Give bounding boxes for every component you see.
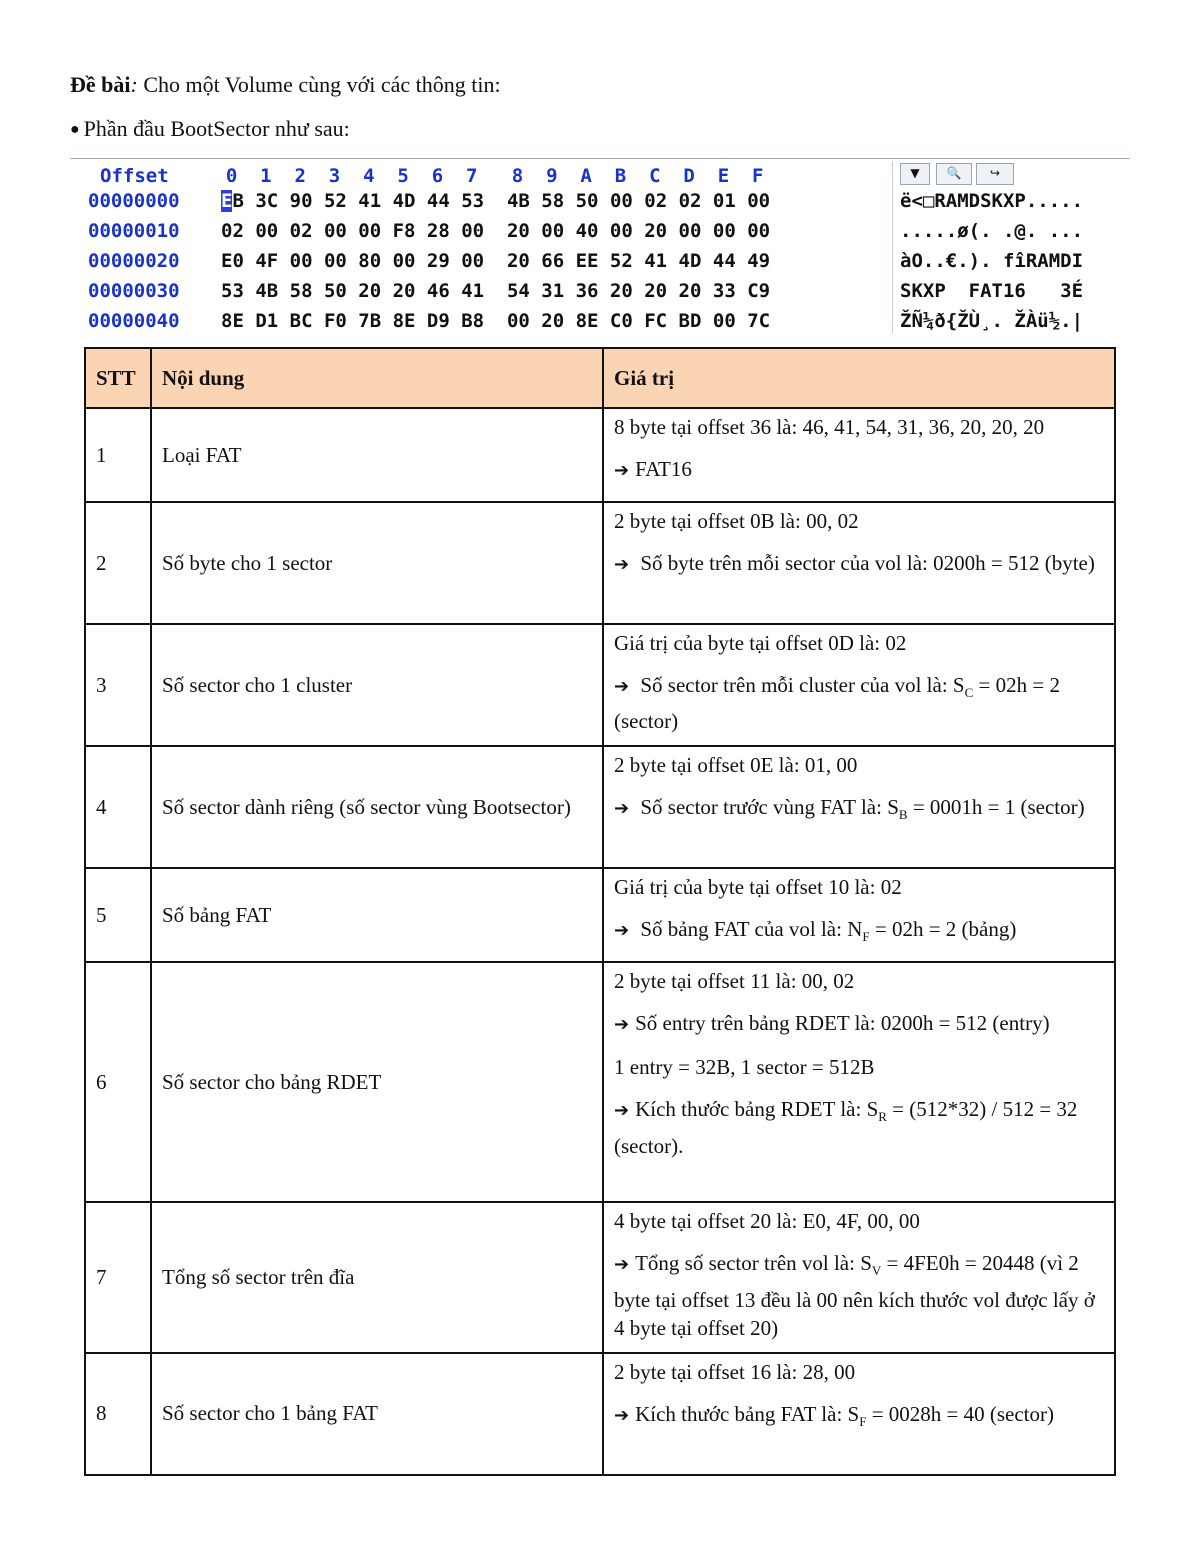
arrow-icon: ➔ [614,1254,630,1276]
hex-bytes: EB 3C 90 52 41 4D 44 53 4B 58 50 00 02 02 01 00 [221,190,771,212]
arrow-icon: ➔ [614,460,630,481]
table-row [85,962,1115,1202]
table-row [85,1353,1115,1475]
table-row [85,746,1115,868]
hex-ascii: .....ø(. .@. ... [900,220,1084,242]
cell-noi-dung: Tổng số sector trên đĩa [151,1202,603,1352]
cell-gia-tri: 4 byte tại offset 20 là: E0, 4F, 00, 00 ➔ Tổng số sector trên vol là: $S_V = 4FE0h = 20448$ (vì 2 byte tại offset 13 đều là 00 nên kích thước vol được lấy ở 4 byte tại offset 20) [603,1202,1115,1352]
table-row [85,624,1115,746]
header-gia-tri: Giá trị [603,348,1115,408]
arrow-icon: ➔ [614,554,630,575]
cell-stt: 8 [85,1353,151,1475]
cell-noi-dung: Số byte cho 1 sector [151,502,603,624]
dropdown-arrow-icon[interactable]: ▼ [900,163,930,185]
arrow-icon: ➔ [614,1404,630,1426]
table-header-row [85,348,1115,408]
table-row [85,868,1115,962]
header-noi-dung: Nội dung [151,348,603,408]
heading-colon: : [130,72,138,97]
hex-addr: 00000040 [88,310,180,332]
arrow-icon: ➔ [614,676,630,697]
cell-noi-dung: Số sector cho 1 bảng FAT [151,1353,603,1475]
problem-heading [70,72,501,98]
hex-ascii: ë<□RAMDSKXP..... [900,190,1084,212]
table-row [85,408,1115,502]
cell-noi-dung: Số sector cho 1 cluster [151,624,603,746]
cell-gia-tri: 2 byte tại offset 0E là: 01, 00 ➔ Số sector trước vùng FAT là: $S_B = 0001h = 1$ (sector) [603,746,1115,868]
heading-text: Cho một Volume cùng với các thông tin: [137,72,501,97]
cell-stt: 5 [85,868,151,962]
cell-stt: 2 [85,502,151,624]
cell-noi-dung: Số sector dành riêng (số sector vùng Bootsector) [151,746,603,868]
hex-viewer [70,158,1130,335]
hex-ascii: àO..€.). fîRAMDI [900,250,1084,272]
hex-bytes: E0 4F 00 00 80 00 29 00 20 66 EE 52 41 4D 44 49 [221,250,771,272]
arrow-icon: ➔ [614,1100,630,1122]
cell-gia-tri: Giá trị của byte tại offset 10 là: 02 ➔ Số bảng FAT của vol là: $N_F = 02h = 2$ (bảng) [603,868,1115,962]
cell-stt: 4 [85,746,151,868]
cell-stt: 1 [85,408,151,502]
hex-addr: 00000020 [88,250,180,272]
cell-gia-tri: 2 byte tại offset 0B là: 00, 02 ➔ Số byte trên mỗi sector của vol là: 0200h = 512 (byte) [603,502,1115,624]
hex-bytes: 02 00 02 00 00 F8 28 00 20 00 40 00 20 00 00 00 [221,220,771,242]
bullet-icon: ● [70,121,80,138]
heading-label: Đề bài [70,72,131,97]
cell-noi-dung: Số sector cho bảng RDET [151,962,603,1202]
cell-noi-dung: Số bảng FAT [151,868,603,962]
cell-gia-tri: 2 byte tại offset 11 là: 00, 02 ➔ Số entry trên bảng RDET là: 0200h = 512 (entry) 1 entry = 32B, 1 sector = 512B ➔ Kích thước bảng RDET là: $S_R = (512*32) / 512 = 32$ (sector). [603,962,1115,1202]
hex-divider [892,161,893,333]
hex-bytes: 8E D1 BC F0 7B 8E D9 B8 00 20 8E C0 FC BD 00 7C [221,310,771,332]
cell-gia-tri: Giá trị của byte tại offset 0D là: 02 ➔ Số sector trên mỗi cluster của vol là: $S_C = 02h = 2$ (sector) [603,624,1115,746]
search-icon[interactable]: 🔍 [936,163,972,185]
cell-noi-dung: Loại FAT [151,408,603,502]
arrow-icon: ➔ [614,1014,630,1036]
hex-ascii: SKXP FAT16 3É [900,280,1084,302]
hex-addr: 00000010 [88,220,180,242]
bootsector-bullet [70,116,350,142]
hex-addr: 00000030 [88,280,180,302]
hex-header: Offset 0 1 2 3 4 5 6 7 8 9 A B C D E F [100,165,764,187]
cell-stt: 6 [85,962,151,1202]
cell-stt: 3 [85,624,151,746]
bullet-text: Phần đầu BootSector như sau: [83,116,350,141]
hex-cursor[interactable]: E [221,190,233,212]
hex-bytes: 53 4B 58 50 20 20 46 41 54 31 36 20 20 20 33 C9 [221,280,771,302]
table-row [85,1202,1115,1352]
arrow-icon: ➔ [614,920,630,942]
cell-gia-tri: 8 byte tại offset 36 là: 46, 41, 54, 31, 36, 20, 20, 20 ➔ FAT16 [603,408,1115,502]
hex-ascii: ŽÑ¼ð{ŽÙ¸. ŽÀü½.| [900,310,1084,332]
table-row [85,502,1115,624]
undo-icon[interactable]: ↪ [976,163,1014,185]
header-stt: STT [85,348,151,408]
arrow-icon: ➔ [614,798,630,820]
cell-gia-tri: 2 byte tại offset 16 là: 28, 00 ➔ Kích thước bảng FAT là: $S_F = 0028h = 40$ (sector) [603,1353,1115,1475]
bootsector-table [84,347,1116,1476]
cell-stt: 7 [85,1202,151,1352]
hex-addr: 00000000 [88,190,180,212]
